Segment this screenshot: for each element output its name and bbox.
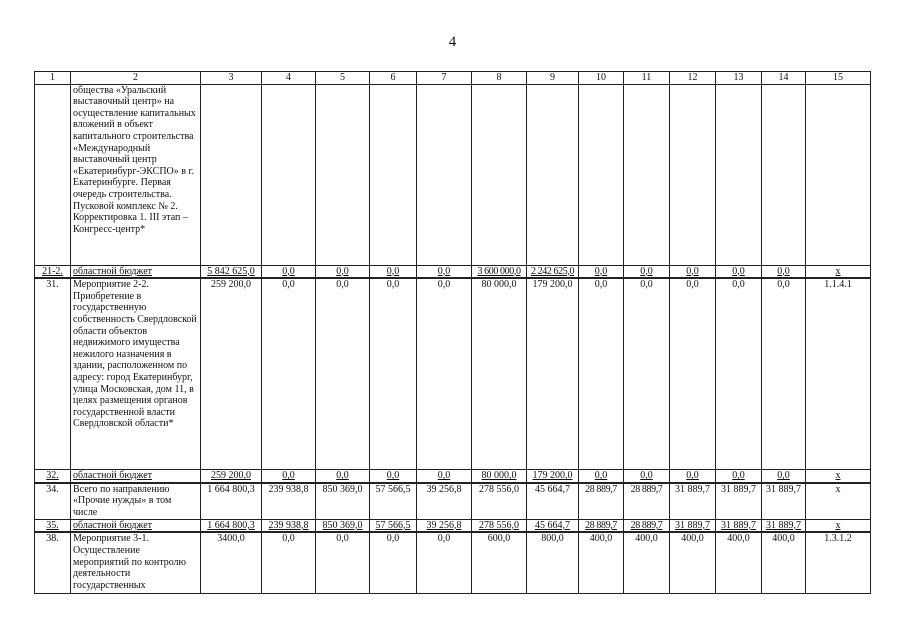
- table-cell: 45 664,7: [527, 519, 579, 532]
- header-cell: 10: [579, 72, 624, 85]
- table-cell: 31 889,7: [670, 483, 716, 520]
- table-cell: 0,0: [316, 470, 370, 483]
- table-cell: 31 889,7: [762, 483, 806, 520]
- table-cell: 400,0: [670, 532, 716, 594]
- header-cell: 1: [35, 72, 71, 85]
- table-cell: х: [806, 483, 871, 520]
- table-cell: 28 889,7: [624, 519, 670, 532]
- table-cell: [579, 84, 624, 265]
- table-cell: 34.: [35, 483, 71, 520]
- table-cell: 0,0: [316, 265, 370, 278]
- table-cell: 80 000,0: [472, 470, 527, 483]
- table-cell: Мероприятие 3-1. Осуществление мероприятий по контролю деятельности государственных: [71, 532, 201, 594]
- header-cell: 2: [71, 72, 201, 85]
- table-cell: 57 566,5: [370, 519, 417, 532]
- table-cell: х: [806, 519, 871, 532]
- table-cell: 278 556,0: [472, 483, 527, 520]
- table-cell: 0,0: [762, 265, 806, 278]
- table-cell: [670, 84, 716, 265]
- table-cell: 0,0: [670, 470, 716, 483]
- table-cell: 31 889,7: [762, 519, 806, 532]
- table-cell: 35.: [35, 519, 71, 532]
- table-cell: 400,0: [624, 532, 670, 594]
- table-cell: [417, 84, 472, 265]
- page-number: 4: [448, 34, 457, 50]
- table-cell: [716, 84, 762, 265]
- header-row: [35, 72, 871, 85]
- table-cell: 0,0: [370, 470, 417, 483]
- table-cell: 1 664 800,3: [201, 519, 262, 532]
- table-body: [35, 72, 871, 594]
- table-cell: [624, 84, 670, 265]
- table-cell: 80 000,0: [472, 278, 527, 470]
- table-row: [35, 470, 871, 483]
- table-cell: [370, 84, 417, 265]
- table-cell: 239 938,8: [262, 483, 316, 520]
- table-cell: 0,0: [579, 470, 624, 483]
- table-cell: 0,0: [316, 278, 370, 470]
- table-cell: 0,0: [262, 265, 316, 278]
- table-cell: 0,0: [262, 532, 316, 594]
- table-cell: 0,0: [370, 265, 417, 278]
- table-cell: 31 889,7: [670, 519, 716, 532]
- table-cell: 0,0: [417, 278, 472, 470]
- table-cell: 5 842 625,0: [201, 265, 262, 278]
- table-cell: 0,0: [579, 278, 624, 470]
- table-cell: 0,0: [716, 265, 762, 278]
- table-cell: 400,0: [579, 532, 624, 594]
- table-row: [35, 519, 871, 532]
- table-row: [35, 84, 871, 265]
- table-cell: [472, 84, 527, 265]
- table-cell: 0,0: [262, 470, 316, 483]
- header-cell: 12: [670, 72, 716, 85]
- table-cell: 39 256,8: [417, 519, 472, 532]
- table-cell: 0,0: [624, 470, 670, 483]
- table-cell: 38.: [35, 532, 71, 594]
- table-cell: 0,0: [624, 265, 670, 278]
- table-cell: 3 600 000,0: [472, 265, 527, 278]
- table-cell: х: [806, 265, 871, 278]
- table-cell: 850 369,0: [316, 519, 370, 532]
- header-cell: 9: [527, 72, 579, 85]
- table-cell: х: [806, 470, 871, 483]
- table-cell: [762, 84, 806, 265]
- table-cell: 0,0: [579, 265, 624, 278]
- table-cell: [527, 84, 579, 265]
- header-cell: 4: [262, 72, 316, 85]
- table-cell: 28 889,7: [579, 519, 624, 532]
- table-cell: 1.1.4.1: [806, 278, 871, 470]
- header-cell: 11: [624, 72, 670, 85]
- table-cell: 1 664 800,3: [201, 483, 262, 520]
- table-cell: Мероприятие 2-2. Приобретение в государственную собственность Свердловской области объектов недвижимого имущества нежилого назначения в здании, расположенном по адресу: город Екатеринбург, улица Московская, дом 11, в целях размещения органов государственной власти Свердловской области*: [71, 278, 201, 470]
- table-cell: 32.: [35, 470, 71, 483]
- table-cell: 0,0: [762, 470, 806, 483]
- table-cell: 400,0: [762, 532, 806, 594]
- table-cell: 28 889,7: [579, 483, 624, 520]
- table-cell: 259 200,0: [201, 278, 262, 470]
- table-cell: [35, 84, 71, 265]
- table-cell: 850 369,0: [316, 483, 370, 520]
- table-cell: 179 200,0: [527, 470, 579, 483]
- table-cell: 0,0: [716, 470, 762, 483]
- table-row: [35, 483, 871, 520]
- table-cell: 1.3.1.2: [806, 532, 871, 594]
- table-cell: областной бюджет: [71, 265, 201, 278]
- table-cell: 0,0: [762, 278, 806, 470]
- table-cell: 2 242 625,0: [527, 265, 579, 278]
- table-cell: 800,0: [527, 532, 579, 594]
- budget-table: [34, 71, 871, 594]
- header-cell: 13: [716, 72, 762, 85]
- table-cell: 0,0: [262, 278, 316, 470]
- table-cell: Всего по направлению «Прочие нужды» в том числе: [71, 483, 201, 520]
- table-cell: 0,0: [624, 278, 670, 470]
- table-cell: [262, 84, 316, 265]
- table-cell: 400,0: [716, 532, 762, 594]
- table-cell: 179 200,0: [527, 278, 579, 470]
- table-cell: 600,0: [472, 532, 527, 594]
- table-cell: областной бюджет: [71, 519, 201, 532]
- table-cell: 3400,0: [201, 532, 262, 594]
- table-row: [35, 278, 871, 470]
- table-cell: 0,0: [316, 532, 370, 594]
- table-cell: 31 889,7: [716, 519, 762, 532]
- table-cell: 0,0: [417, 470, 472, 483]
- table-cell: [806, 84, 871, 265]
- table-cell: 259 200,0: [201, 470, 262, 483]
- table-cell: 0,0: [716, 278, 762, 470]
- table-cell: 0,0: [417, 265, 472, 278]
- table-cell: [316, 84, 370, 265]
- table-cell: 0,0: [417, 532, 472, 594]
- table-cell: 39 256,8: [417, 483, 472, 520]
- header-cell: 5: [316, 72, 370, 85]
- header-cell: 8: [472, 72, 527, 85]
- table-cell: [201, 84, 262, 265]
- table-cell: 0,0: [670, 278, 716, 470]
- table-cell: 21-2.: [35, 265, 71, 278]
- table-cell: 31.: [35, 278, 71, 470]
- table-cell: областной бюджет: [71, 470, 201, 483]
- header-cell: 14: [762, 72, 806, 85]
- header-cell: 7: [417, 72, 472, 85]
- table-row: [35, 265, 871, 278]
- table-cell: 0,0: [370, 278, 417, 470]
- header-cell: 6: [370, 72, 417, 85]
- table-cell: 278 556,0: [472, 519, 527, 532]
- table-cell: 0,0: [670, 265, 716, 278]
- table-cell: 45 664,7: [527, 483, 579, 520]
- table-cell: 0,0: [370, 532, 417, 594]
- table-cell: 28 889,7: [624, 483, 670, 520]
- header-cell: 3: [201, 72, 262, 85]
- table-row: [35, 532, 871, 594]
- table-cell: общества «Уральский выставочный центр» на осуществление капитальных вложений в объект капитального строительства «Международный выставочный центр «Екатеринбург-ЭКСПО» в г. Екатеринбурге. Первая очередь строительства. Пусковой комплекс № 2. Корректировка 1. III этап – Конгресс-центр*: [71, 84, 201, 265]
- table-cell: 239 938,8: [262, 519, 316, 532]
- table-cell: 31 889,7: [716, 483, 762, 520]
- table-cell: 57 566,5: [370, 483, 417, 520]
- header-cell: 15: [806, 72, 871, 85]
